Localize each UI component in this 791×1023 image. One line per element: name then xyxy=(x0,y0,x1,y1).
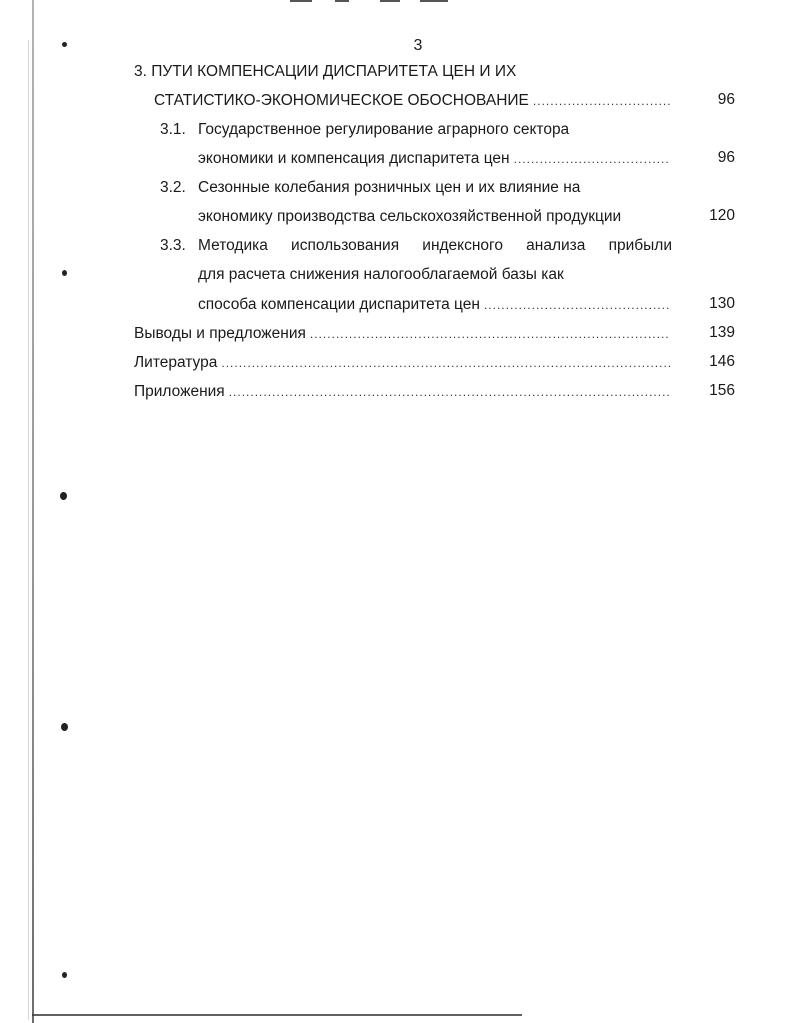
scan-edge-left xyxy=(32,0,34,1023)
toc-entry-title: Приложения xyxy=(134,383,225,400)
toc-section-number: 3.1. xyxy=(160,121,186,138)
binder-hole-mark xyxy=(62,972,67,978)
leader-dots xyxy=(514,149,670,169)
leader-dots xyxy=(484,295,670,315)
toc-section-3-3-line1 xyxy=(160,236,672,256)
toc-page-ref: 120 xyxy=(709,207,735,224)
toc-page-ref: 96 xyxy=(717,149,735,166)
scan-edge-shadow xyxy=(28,40,29,1020)
toc-chapter-title-cont: СТАТИСТИКО-ЭКОНОМИЧЕСКОЕ ОБОСНОВАНИЕ xyxy=(154,92,529,109)
scan-edge-bottom xyxy=(32,1014,522,1016)
toc-section-title: Сезонные колебания розничных цен и их влияние на xyxy=(198,179,581,196)
leader-dots xyxy=(310,324,670,344)
toc-entry-title: Литература xyxy=(134,354,218,371)
binder-hole-mark xyxy=(61,723,68,731)
toc-section-title-cont: для расчета снижения налогооблагаемой базы как xyxy=(198,266,564,283)
toc-section-title-cont: способа компенсации диспаритета цен xyxy=(198,296,480,313)
toc-section-title-cont: экономики и компенсация диспаритета цен xyxy=(198,150,510,167)
toc-appendices xyxy=(134,382,670,402)
top-scan-marks xyxy=(285,0,465,3)
toc-section-3-3-line3 xyxy=(198,295,670,315)
toc-literature xyxy=(134,353,670,373)
toc-section-3-1-line1 xyxy=(160,120,569,140)
toc-section-title: Методика использования индексного анализа прибыли xyxy=(198,237,672,254)
toc-entry-title: Выводы и предложения xyxy=(134,325,306,342)
leader-dots xyxy=(533,91,670,111)
page-number: 3 xyxy=(413,37,423,54)
toc-section-3-1-line2 xyxy=(198,149,670,169)
toc-chapter-3-line1 xyxy=(134,62,516,82)
toc-chapter-title: ПУТИ КОМПЕНСАЦИИ ДИСПАРИТЕТА ЦЕН И ИХ xyxy=(151,63,517,80)
toc-conclusions xyxy=(134,324,670,344)
toc-page-ref: 139 xyxy=(709,324,735,341)
toc-chapter-number: 3. xyxy=(134,63,147,80)
binder-hole-mark xyxy=(62,270,67,276)
toc-section-3-2-line1 xyxy=(160,178,580,198)
toc-section-3-3-line2 xyxy=(198,265,564,285)
toc-section-3-2-line2 xyxy=(198,207,621,227)
toc-section-title-cont: экономику производства сельскохозяйственной продукции xyxy=(198,208,622,225)
toc-page-ref: 156 xyxy=(709,382,735,399)
toc-page-ref: 146 xyxy=(709,353,735,370)
toc-chapter-3-line2 xyxy=(154,91,670,111)
toc-page-ref: 96 xyxy=(717,91,735,108)
toc-page-ref: 130 xyxy=(709,295,735,312)
binder-hole-mark xyxy=(60,492,67,500)
toc-section-number: 3.3. xyxy=(160,237,186,254)
toc-section-title: Государственное регулирование аграрного сектора xyxy=(198,121,570,138)
toc-section-number: 3.2. xyxy=(160,179,186,196)
leader-dots xyxy=(229,382,670,402)
leader-dots xyxy=(221,353,670,373)
